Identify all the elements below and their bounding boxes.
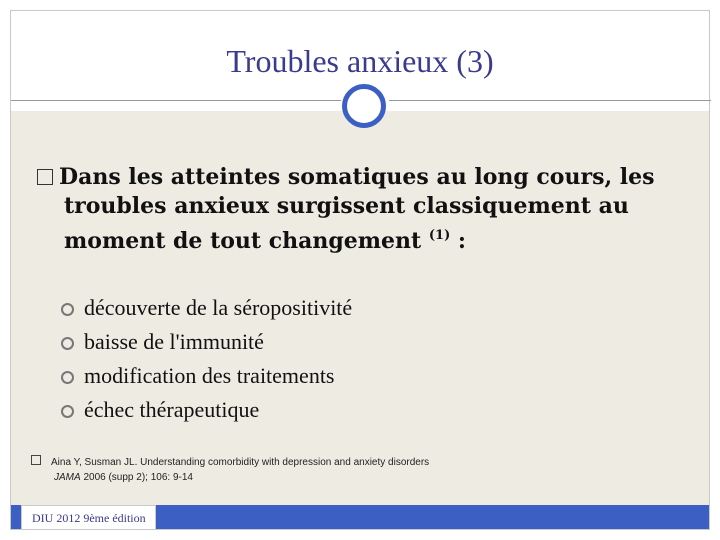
circle-bullet-icon: [61, 405, 74, 418]
list-item-text: baisse de l'immunité: [84, 329, 264, 354]
slide-title: Troubles anxieux (3): [226, 43, 494, 79]
checkbox-bullet-icon: [31, 455, 41, 465]
lead-line-2: troubles anxieux surgissent classiquement au: [64, 193, 629, 219]
reference-citation: [31, 455, 429, 485]
lead-tail: :: [450, 228, 467, 254]
list-item-text: découverte de la séropositivité: [84, 295, 353, 320]
list-item-text: modification des traitements: [84, 363, 335, 388]
ring-ornament-icon: [342, 84, 386, 128]
reference-line-2: 2006 (supp 2); 106: 9-14: [80, 472, 193, 483]
circle-bullet-icon: [61, 337, 74, 350]
circle-bullet-icon: [61, 371, 74, 384]
slide-body: [11, 111, 709, 507]
lead-line-3-wrap: [37, 221, 677, 256]
checkbox-bullet-icon: [37, 169, 53, 185]
reference-line-1: Aina Y, Susman JL. Understanding comorbidity with depression and anxiety disorders: [51, 457, 430, 468]
list-item: [61, 393, 352, 427]
list-item: [61, 291, 352, 325]
reference-journal: JAMA: [54, 472, 81, 483]
lead-paragraph: [37, 163, 677, 256]
list-item-text: échec thérapeutique: [84, 397, 260, 422]
title-divider-left: [11, 100, 341, 101]
lead-line-1: Dans les atteintes somatiques au long cours, les: [59, 164, 655, 190]
footer-bar: [11, 505, 709, 529]
slide: [10, 10, 710, 530]
list-item: [61, 325, 352, 359]
bullet-list: [61, 291, 352, 427]
footnote-marker: (1): [428, 228, 451, 243]
title-divider-right: [389, 100, 711, 101]
footer-label: DIU 2012 9ème édition: [21, 505, 156, 529]
lead-line-3: moment de tout changement: [64, 228, 422, 254]
list-item: [61, 359, 352, 393]
circle-bullet-icon: [61, 303, 74, 316]
